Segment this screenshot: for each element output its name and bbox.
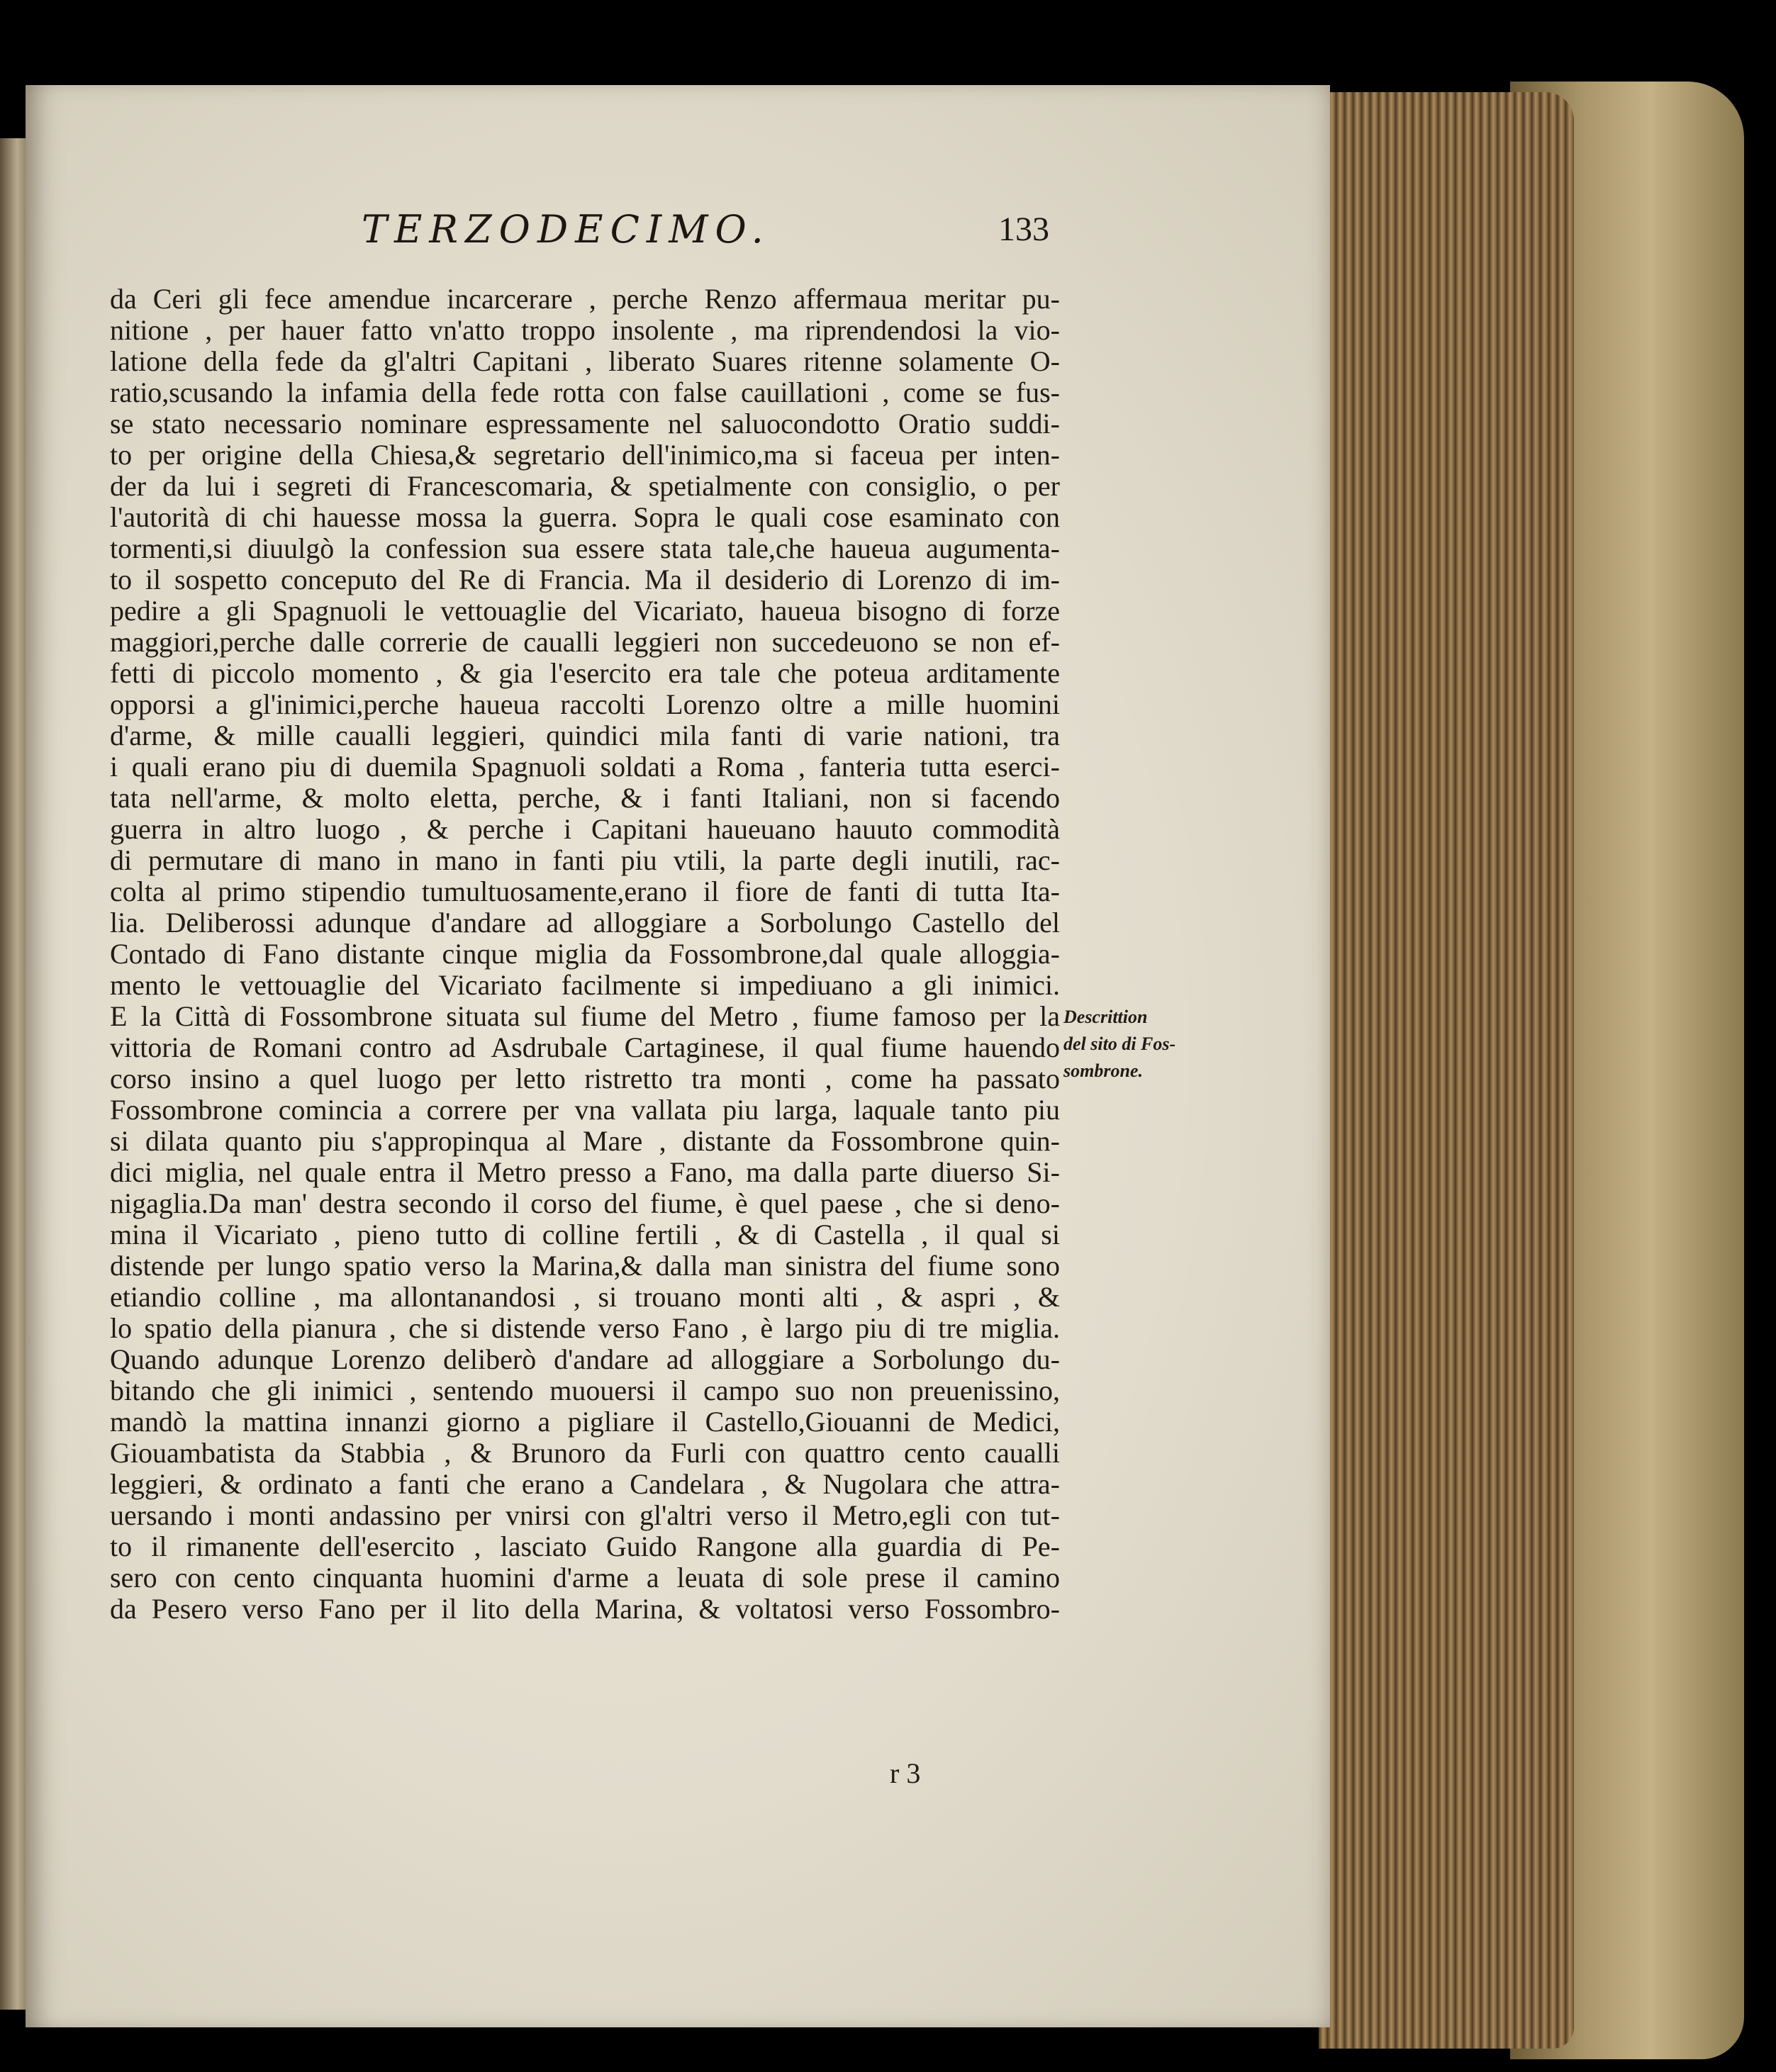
- running-head: TERZODECIMO.: [362, 207, 771, 252]
- text-line: nigaglia.Da man' destra secondo il corso del fiume, è quel paese , che si deno-: [110, 1187, 1060, 1219]
- text-line: d'arme, & mille caualli leggieri, quindici mila fanti di varie nationi, tra: [110, 719, 1060, 751]
- text-line: latione della fede da gl'altri Capitani , liberato Suares ritenne solamente O-: [110, 345, 1060, 377]
- text-line: vittoria de Romani contro ad Asdrubale Cartaginese, il qual fiume hauendo: [110, 1031, 1060, 1063]
- text-line: pedire a gli Spagnuoli le vettouaglie del Vicariato, haueua bisogno di forze: [110, 595, 1060, 627]
- left-page-edge: [0, 138, 28, 2010]
- fore-edge: [1319, 92, 1574, 2049]
- text-line: maggiori,perche dalle correrie de caualli leggieri non succedeuono se non ef-: [110, 626, 1060, 658]
- text-line: Quando adunque Lorenzo deliberò d'andare ad alloggiare a Sorbolungo du-: [110, 1343, 1060, 1375]
- text-line: mina il Vicariato , pieno tutto di colline fertili , & di Castella , il qual si: [110, 1219, 1060, 1250]
- text-line: i quali erano piu di duemila Spagnuoli soldati a Roma , fanteria tutta eserci-: [110, 751, 1060, 783]
- text-line: Contado di Fano distante cinque miglia da Fossombrone,dal quale alloggia-: [110, 938, 1060, 970]
- text-line: guerra in altro luogo , & perche i Capitani haueuano hauuto commodità: [110, 813, 1060, 845]
- marginal-note-line: del sito di Fos-: [1063, 1034, 1176, 1054]
- text-line: ratio,scusando la infamia della fede rotta con false cauillationi , come se fus-: [110, 376, 1060, 408]
- text-line: uersando i monti andassino per vnirsi con gl'altri verso il Metro,egli con tut-: [110, 1499, 1060, 1531]
- text-line: to il sospetto conceputo del Re di Francia. Ma il desiderio di Lorenzo di im-: [110, 564, 1060, 595]
- marginal-note-line: sombrone.: [1063, 1060, 1143, 1081]
- text-line: sero con cento cinquanta huomini d'arme a leuata di sole prese il camino: [110, 1562, 1060, 1594]
- text-line: etiandio colline , ma allontanandosi , si trouano monti alti , & aspri , &: [110, 1281, 1060, 1313]
- text-line: l'autorità di chi hauesse mossa la guerra. Sopra le quali cose esaminato con: [110, 501, 1060, 533]
- signature-mark: r 3: [890, 1757, 921, 1789]
- marginal-note-line: Descrittion: [1063, 1007, 1148, 1027]
- text-line: tormenti,si diuulgò la confession sua essere stata tale,che haueua augumenta-: [110, 532, 1060, 564]
- text-line: mento le vettouaglie del Vicariato facilmente si impediuano a gli inimici.: [110, 969, 1060, 1001]
- text-line: nitione , per hauer fatto vn'atto troppo insolente , ma riprendendosi la vio-: [110, 314, 1060, 346]
- text-line: da Pesero verso Fano per il lito della Marina, & voltatosi verso Fossombro-: [110, 1593, 1060, 1625]
- text-line: der da lui i segreti di Francescomaria, & spetialmente con consiglio, o per: [110, 470, 1060, 502]
- text-line: corso insino a quel luogo per letto ristretto tra monti , come ha passato: [110, 1063, 1060, 1094]
- text-line: di permutare di mano in mano in fanti piu vtili, la parte degli inutili, rac-: [110, 844, 1060, 876]
- text-line: fetti di piccolo momento , & gia l'esercito era tale che poteua arditamente: [110, 657, 1060, 689]
- text-line: Giouambatista da Stabbia , & Brunoro da Furli con quattro cento caualli: [110, 1437, 1060, 1469]
- text-line: to per origine della Chiesa,& segretario dell'inimico,ma si faceua per inten-: [110, 439, 1060, 471]
- page-number: 133: [998, 211, 1049, 248]
- text-line: mandò la mattina innanzi giorno a pigliare il Castello,Giouanni de Medici,: [110, 1406, 1060, 1438]
- text-line: bitando che gli inimici , sentendo muouersi il campo suo non preuenissino,: [110, 1374, 1060, 1406]
- text-line: da Ceri gli fece amendue incarcerare , perche Renzo affermaua meritar pu-: [110, 283, 1060, 315]
- text-line: dici miglia, nel quale entra il Metro presso a Fano, ma dalla parte diuerso Si-: [110, 1156, 1060, 1188]
- text-line: si dilata quanto piu s'appropinqua al Mare , distante da Fossombrone quin-: [110, 1125, 1060, 1157]
- text-line: colta al primo stipendio tumultuosamente,erano il fiore de fanti di tutta Ita-: [110, 875, 1060, 907]
- text-line: lo spatio della pianura , che si distende verso Fano , è largo piu di tre miglia.: [110, 1312, 1060, 1344]
- text-line: se stato necessario nominare espressamente nel saluocondotto Oratio suddi-: [110, 408, 1060, 439]
- text-line: E la Città di Fossombrone situata sul fiume del Metro , fiume famoso per la: [110, 1000, 1060, 1032]
- text-line: opporsi a gl'inimici,perche haueua raccolti Lorenzo oltre a mille huomini: [110, 688, 1060, 720]
- text-line: Fossombrone comincia a correre per vna vallata piu larga, laquale tanto piu: [110, 1094, 1060, 1126]
- text-line: distende per lungo spatio verso la Marina,& dalla man sinistra del fiume sono: [110, 1250, 1060, 1282]
- text-line: leggieri, & ordinato a fanti che erano a Candelara , & Nugolara che attra-: [110, 1468, 1060, 1500]
- text-line: to il rimanente dell'esercito , lasciato Guido Rangone alla guardia di Pe-: [110, 1530, 1060, 1562]
- text-line: tata nell'arme, & molto eletta, perche, & i fanti Italiani, non si facendo: [110, 782, 1060, 814]
- text-line: lia. Deliberossi adunque d'andare ad alloggiare a Sorbolungo Castello del: [110, 907, 1060, 939]
